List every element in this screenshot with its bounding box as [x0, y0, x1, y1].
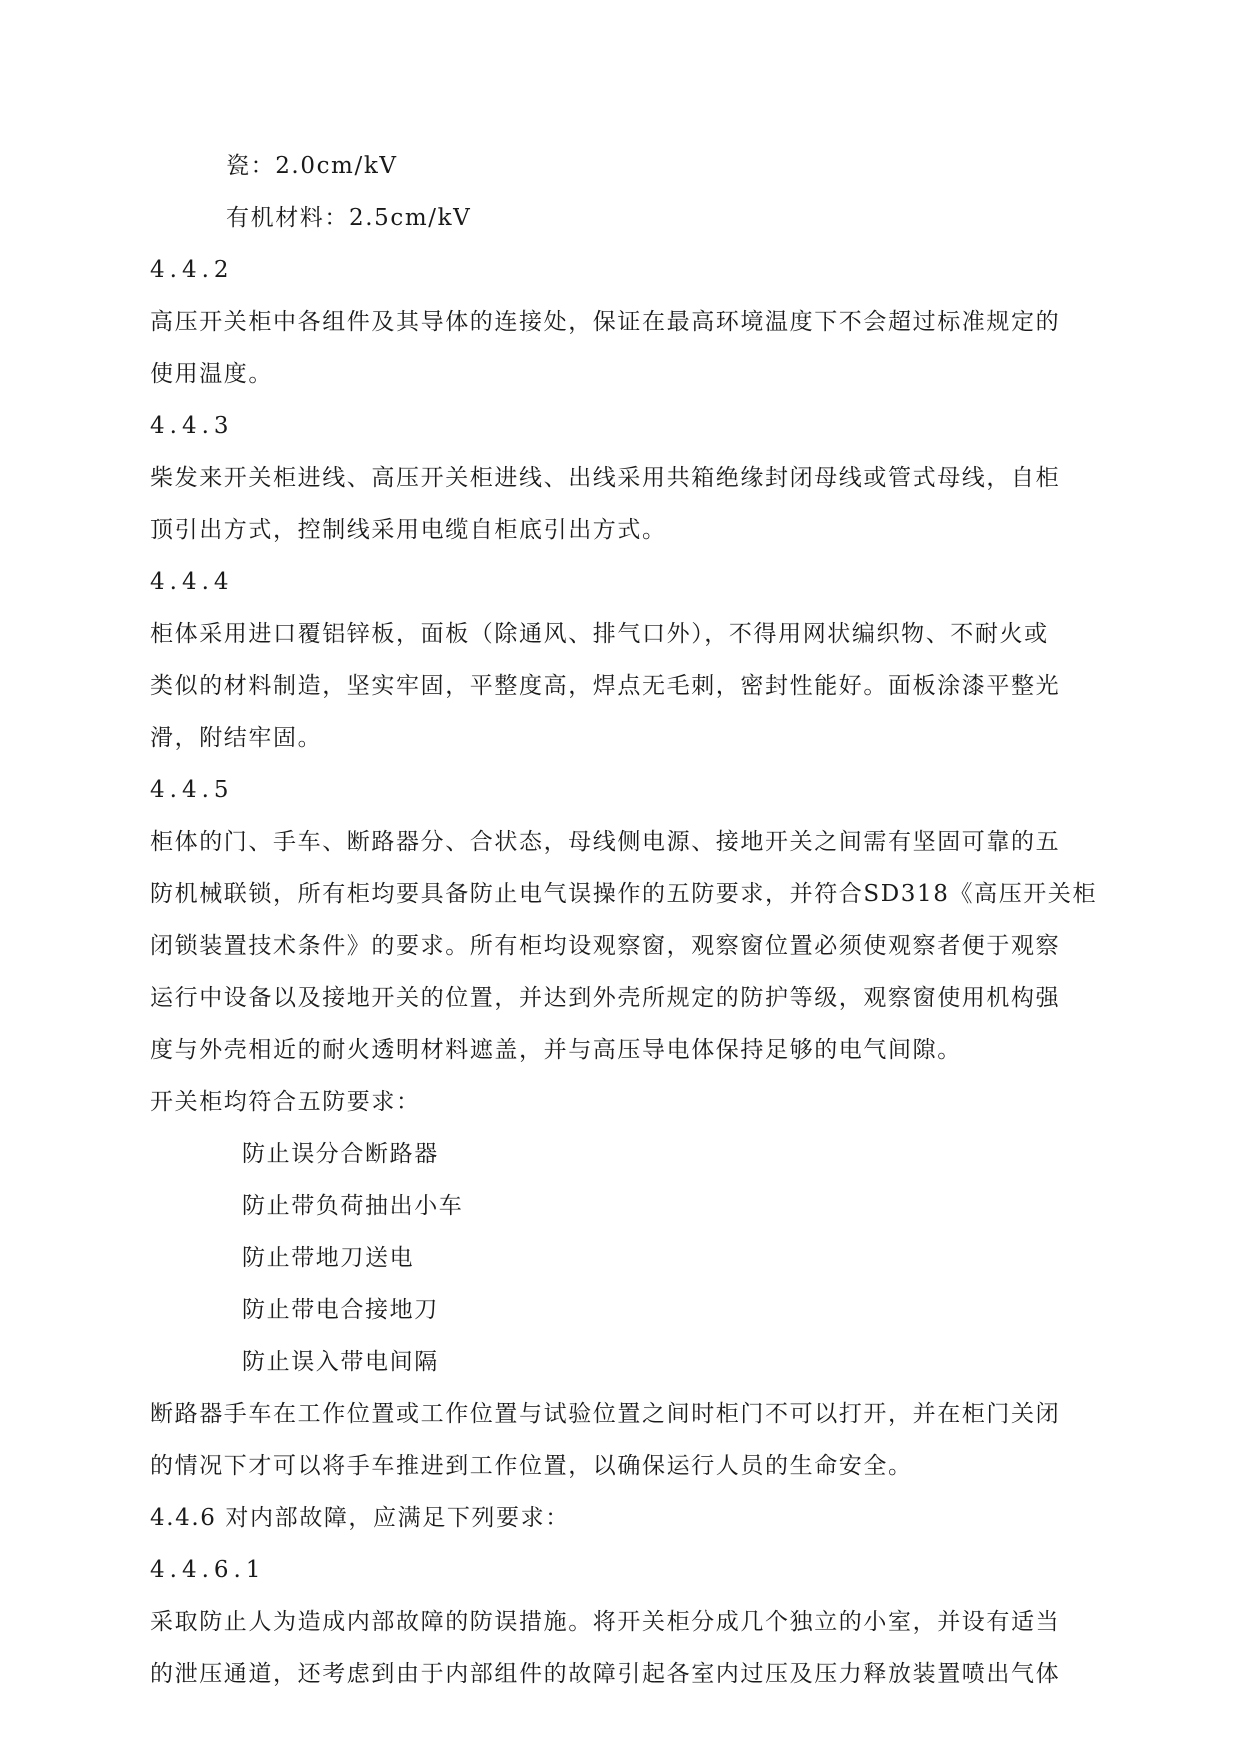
text-line: 有机材料：2.5cm/kV: [226, 205, 472, 231]
text-line: 防机械联锁，所有柜均要具备防止电气误操作的五防要求，并符合SD318《高压开关柜: [150, 881, 1098, 907]
text-line: 4.4.4: [150, 569, 234, 595]
document-page: [150, 140, 1098, 1700]
text-line: 柜体的门、手车、断路器分、合状态，母线侧电源、接地开关之间需有坚固可靠的五: [150, 829, 1061, 855]
text-line: 开关柜均符合五防要求：: [150, 1089, 421, 1115]
text-line: 4.4.2: [150, 257, 234, 283]
text-line: 柴发来开关柜进线、高压开关柜进线、出线采用共箱绝缘封闭母线或管式母线，自柜: [150, 465, 1061, 491]
text-line: 闭锁装置技术条件》的要求。所有柜均设观察窗，观察窗位置必须使观察者便于观察: [150, 933, 1061, 959]
text-line: 的泄压通道，还考虑到由于内部组件的故障引起各室内过压及压力释放装置喷出气体: [150, 1661, 1061, 1687]
text-line: 使用温度。: [150, 361, 273, 387]
text-line: 防止带电合接地刀: [242, 1297, 439, 1323]
text-line: 4.4.5: [150, 777, 234, 803]
text-line: 度与外壳相近的耐火透明材料遮盖，并与高压导电体保持足够的电气间隙。: [150, 1037, 962, 1063]
text-line: 的情况下才可以将手车推进到工作位置，以确保运行人员的生命安全。: [150, 1453, 913, 1479]
text-line: 防止带负荷抽出小车: [242, 1193, 464, 1219]
text-line: 运行中设备以及接地开关的位置，并达到外壳所规定的防护等级，观察窗使用机构强: [150, 985, 1061, 1011]
text-line: 高压开关柜中各组件及其导体的连接处，保证在最高环境温度下不会超过标准规定的: [150, 309, 1061, 335]
text-line: 断路器手车在工作位置或工作位置与试验位置之间时柜门不可以打开，并在柜门关闭: [150, 1401, 1061, 1427]
text-line: 类似的材料制造，坚实牢固，平整度高，焊点无毛刺，密封性能好。面板涂漆平整光: [150, 673, 1061, 699]
text-line: 采取防止人为造成内部故障的防误措施。将开关柜分成几个独立的小室，并设有适当: [150, 1609, 1061, 1635]
text-line: 4.4.6.1: [150, 1557, 266, 1583]
text-line: 柜体采用进口覆铝锌板，面板（除通风、排气口外），不得用网状编织物、不耐火或: [150, 621, 1049, 647]
text-line: 防止带地刀送电: [242, 1245, 415, 1271]
text-line: 瓷：2.0cm/kV: [226, 153, 398, 179]
text-line: 防止误分合断路器: [242, 1141, 439, 1167]
text-line: 4.4.6 对内部故障，应满足下列要求：: [150, 1505, 570, 1531]
text-line: 防止误入带电间隔: [242, 1349, 439, 1375]
text-line: 4.4.3: [150, 413, 234, 439]
text-line: 顶引出方式，控制线采用电缆自柜底引出方式。: [150, 517, 667, 543]
text-line: 滑，附结牢固。: [150, 725, 323, 751]
